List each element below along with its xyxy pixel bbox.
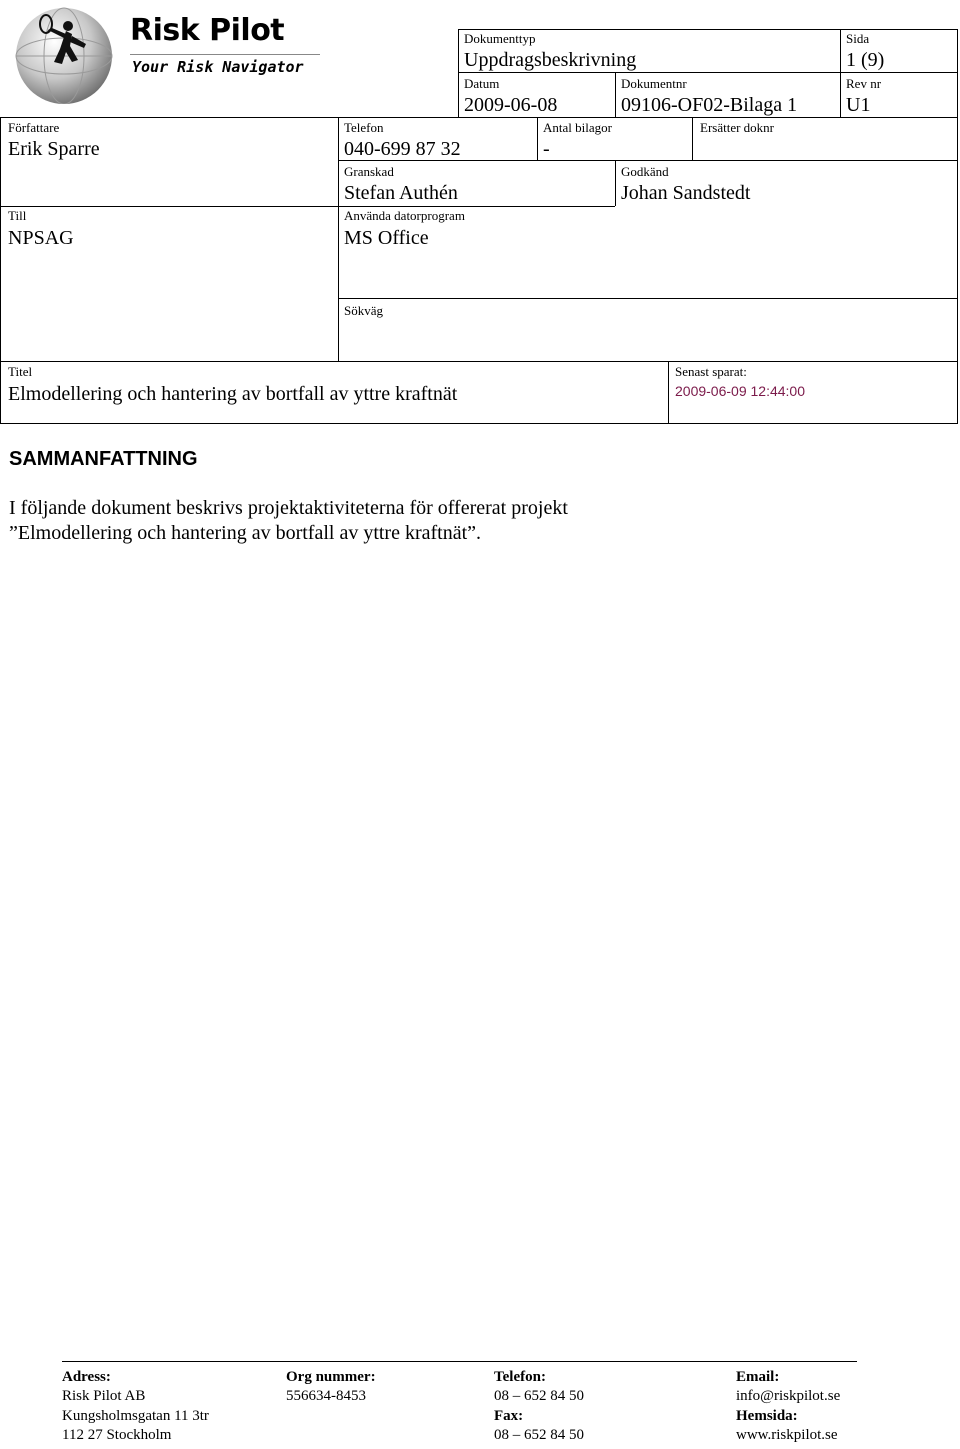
- last-saved-label: Senast sparat:: [675, 364, 747, 379]
- attachments-label: Antal bilagor: [543, 120, 612, 135]
- footer-address-title: Adress:: [62, 1369, 111, 1385]
- company-logo: [8, 4, 318, 104]
- author-value: Erik Sparre: [8, 138, 100, 160]
- doc-type-value: Uppdragsbeskrivning: [464, 49, 637, 71]
- path-label: Sökväg: [344, 303, 383, 318]
- footer-email-link[interactable]: info@riskpilot.se: [736, 1388, 841, 1404]
- page-label: Sida: [846, 31, 870, 46]
- footer-rule: [62, 1361, 857, 1362]
- author-label: Författare: [8, 120, 60, 135]
- logo-rule: [130, 54, 320, 55]
- date-label: Datum: [464, 76, 500, 91]
- reviewed-label: Granskad: [344, 164, 394, 179]
- footer-org-value: 556634-8453: [286, 1388, 366, 1404]
- globe-tennis-player-icon: [8, 4, 118, 104]
- doc-no-value: 09106-OF02-Bilaga 1: [621, 94, 798, 116]
- title-label: Titel: [8, 364, 33, 379]
- rev-label: Rev nr: [846, 76, 882, 91]
- software-value: MS Office: [344, 227, 429, 249]
- footer-phone-value: 08 – 652 84 50: [494, 1388, 584, 1404]
- replaces-label: Ersätter doknr: [700, 120, 775, 135]
- doc-no-label: Dokumentnr: [621, 76, 687, 91]
- footer-phone-title: Telefon:: [494, 1369, 546, 1385]
- footer-address-line-2: Kungsholmsgatan 11 3tr: [62, 1408, 209, 1424]
- to-value: NPSAG: [8, 227, 74, 249]
- approved-value: Johan Sandstedt: [621, 182, 751, 204]
- page-value: 1 (9): [846, 49, 885, 71]
- summary-line-1: I följande dokument beskrivs projektaktiviteterna för offererat projekt: [9, 497, 568, 519]
- footer-address-line-3: 112 27 Stockholm: [62, 1427, 172, 1443]
- logo-name: Risk Pilot: [130, 13, 285, 48]
- phone-label: Telefon: [344, 120, 384, 135]
- approved-label: Godkänd: [621, 164, 669, 179]
- footer-address-line-1: Risk Pilot AB: [62, 1388, 146, 1404]
- last-saved-value: 2009-06-09 12:44:00: [675, 383, 805, 399]
- logo-tagline: Your Risk Navigator: [132, 58, 304, 76]
- rev-value: U1: [846, 94, 871, 116]
- reviewed-value: Stefan Authén: [344, 182, 458, 204]
- software-label: Använda datorprogram: [344, 208, 465, 223]
- phone-value: 040-699 87 32: [344, 138, 461, 160]
- footer-website-title: Hemsida:: [736, 1408, 798, 1424]
- summary-line-2: ”Elmodellering och hantering av bortfall av yttre kraftnät”.: [9, 522, 482, 544]
- to-label: Till: [8, 208, 27, 223]
- footer-fax-title: Fax:: [494, 1408, 524, 1424]
- date-value: 2009-06-08: [464, 94, 558, 116]
- footer-fax-value: 08 – 652 84 50: [494, 1427, 584, 1443]
- document-title: Elmodellering och hantering av bortfall av yttre kraftnät: [8, 383, 458, 405]
- section-heading: SAMMANFATTNING: [9, 448, 198, 470]
- footer-website-link[interactable]: www.riskpilot.se: [736, 1427, 838, 1443]
- footer-email-title: Email:: [736, 1369, 780, 1385]
- attachments-value: -: [543, 138, 550, 160]
- footer-org-title: Org nummer:: [286, 1369, 376, 1385]
- doc-type-label: Dokumenttyp: [464, 31, 536, 46]
